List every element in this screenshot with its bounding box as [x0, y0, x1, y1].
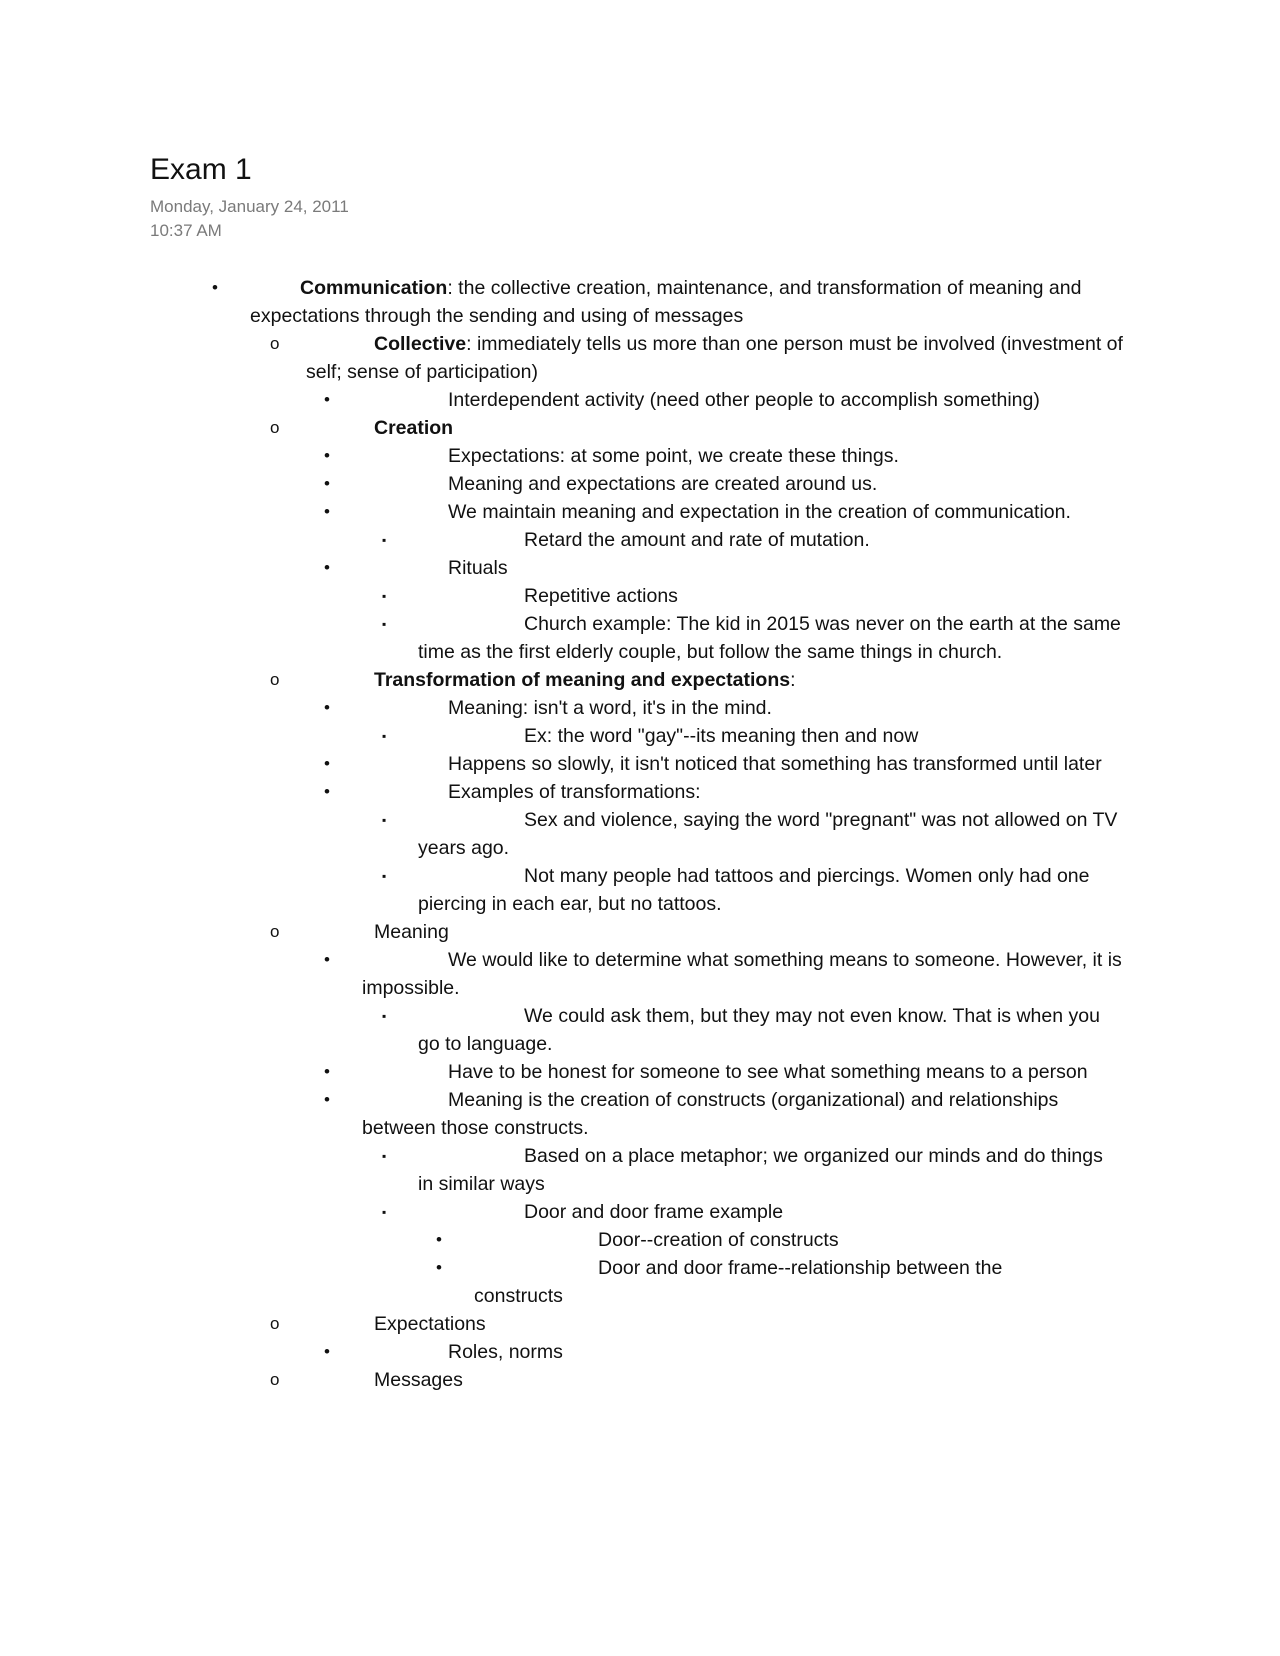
item-text: Sex and violence, saying the word "pregnant" was not allowed on TV years ago.	[418, 809, 1118, 859]
item-text: Church example: The kid in 2015 was never on the earth at the same time as the first elderly couple, but follow the same things in church.	[418, 613, 1121, 663]
bullet-marker: o	[270, 670, 280, 689]
item-text: Expectations: at some point, we create these things.	[448, 445, 899, 467]
item-text: We would like to determine what something means to someone. However, it is impossible.	[362, 949, 1122, 999]
item-text: Messages	[374, 1369, 463, 1391]
item-text: We maintain meaning and expectation in the creation of communication.	[448, 501, 1071, 523]
bullet-marker: •	[324, 1342, 330, 1361]
list-item	[0, 526, 1122, 554]
term: Transformation of meaning and expectations	[374, 669, 791, 691]
item-text: Have to be honest for someone to see what something means to a person	[448, 1061, 1088, 1083]
item-text: Door and door frame--relationship between the constructs	[474, 1257, 1003, 1307]
list-item	[0, 1254, 1058, 1310]
list-item	[0, 806, 1122, 862]
list-item	[0, 414, 1126, 442]
definition: :	[790, 669, 796, 691]
item-text: Rituals	[448, 557, 508, 579]
list-item	[0, 470, 1122, 498]
bullet-marker: ▪	[382, 1009, 387, 1023]
term: Creation	[374, 417, 454, 439]
list-item	[0, 1226, 1058, 1254]
bullet-marker: o	[270, 922, 280, 941]
bullet-marker: •	[212, 278, 218, 297]
item-text: Meaning: isn't a word, it's in the mind.	[448, 697, 772, 719]
list-item	[0, 274, 1120, 330]
item-text: Examples of transformations:	[448, 781, 701, 803]
notes-outline	[0, 274, 1280, 1394]
bullet-marker: •	[324, 558, 330, 577]
list-item	[0, 498, 1122, 526]
bullet-marker: ▪	[382, 813, 387, 827]
list-item	[0, 610, 1122, 666]
item-text: Happens so slowly, it isn't noticed that something has transformed until later	[448, 753, 1102, 775]
bullet-marker: ▪	[382, 589, 387, 603]
list-item	[0, 330, 1126, 386]
item-text: Repetitive actions	[524, 585, 678, 607]
item-text: We could ask them, but they may not even know. That is when you go to language.	[418, 1005, 1100, 1055]
item-text: Meaning is the creation of constructs (organizational) and relationships between those constructs.	[362, 1089, 1059, 1139]
note-date: Monday, January 24, 2011	[150, 197, 349, 216]
list-item	[0, 1142, 1122, 1198]
bullet-marker: ▪	[382, 533, 387, 547]
item-text: Meaning	[374, 921, 449, 943]
list-item	[0, 778, 1122, 806]
item-text: Expectations	[374, 1313, 486, 1335]
item-text: Not many people had tattoos and piercings. Women only had one piercing in each ear, but no tattoos.	[418, 865, 1090, 915]
list-item	[0, 582, 1122, 610]
bullet-marker: •	[324, 782, 330, 801]
list-item	[0, 946, 1122, 1002]
list-item	[0, 1366, 1126, 1394]
bullet-marker: •	[324, 754, 330, 773]
item-text: Ex: the word "gay"--its meaning then and now	[524, 725, 919, 747]
note-time: 10:37 AM	[150, 221, 222, 240]
bullet-marker: •	[324, 390, 330, 409]
bullet-marker: •	[324, 446, 330, 465]
list-item	[0, 666, 1126, 694]
bullet-marker: ▪	[382, 1149, 387, 1163]
list-item	[0, 1086, 1122, 1142]
definition: : immediately tells us more than one person must be involved (investment of self; sense of participation)	[306, 333, 1123, 383]
bullet-marker: o	[270, 1314, 280, 1333]
list-item	[0, 1058, 1122, 1086]
page-title: Exam 1	[150, 153, 252, 186]
item-text: Based on a place metaphor; we organized our minds and do things in similar ways	[418, 1145, 1103, 1195]
bullet-marker: o	[270, 1370, 280, 1389]
item-text: Roles, norms	[448, 1341, 563, 1363]
bullet-marker: •	[324, 1090, 330, 1109]
bullet-marker: •	[324, 502, 330, 521]
bullet-marker: ▪	[382, 617, 387, 631]
item-text: Meaning and expectations are created around us.	[448, 473, 878, 495]
definition: : the collective creation, maintenance, and transformation of meaning and expectations through the sending and using of messages	[250, 277, 1082, 327]
term: Communication	[300, 277, 448, 299]
bullet-marker: ▪	[382, 869, 387, 883]
item-text: Interdependent activity (need other people to accomplish something)	[448, 389, 1040, 411]
list-item	[0, 1310, 1126, 1338]
list-item	[0, 386, 1122, 414]
bullet-marker: •	[436, 1230, 442, 1249]
list-item	[0, 1002, 1122, 1058]
list-item	[0, 750, 1122, 778]
list-item	[0, 442, 1122, 470]
bullet-marker: o	[270, 334, 280, 353]
list-item	[0, 1338, 1122, 1366]
bullet-marker: •	[324, 698, 330, 717]
bullet-marker: o	[270, 418, 280, 437]
list-item	[0, 722, 1122, 750]
bullet-marker: •	[324, 474, 330, 493]
list-item	[0, 694, 1122, 722]
list-item	[0, 1198, 1122, 1226]
bullet-marker: ▪	[382, 729, 387, 743]
bullet-marker: ▪	[382, 1205, 387, 1219]
bullet-marker: •	[324, 950, 330, 969]
bullet-marker: •	[436, 1258, 442, 1277]
list-item	[0, 554, 1122, 582]
item-text: Door--creation of constructs	[598, 1229, 839, 1251]
list-item	[0, 918, 1126, 946]
list-item	[0, 862, 1122, 918]
term: Collective	[374, 333, 467, 355]
item-text: Retard the amount and rate of mutation.	[524, 529, 870, 551]
item-text: Door and door frame example	[524, 1201, 784, 1223]
bullet-marker: •	[324, 1062, 330, 1081]
